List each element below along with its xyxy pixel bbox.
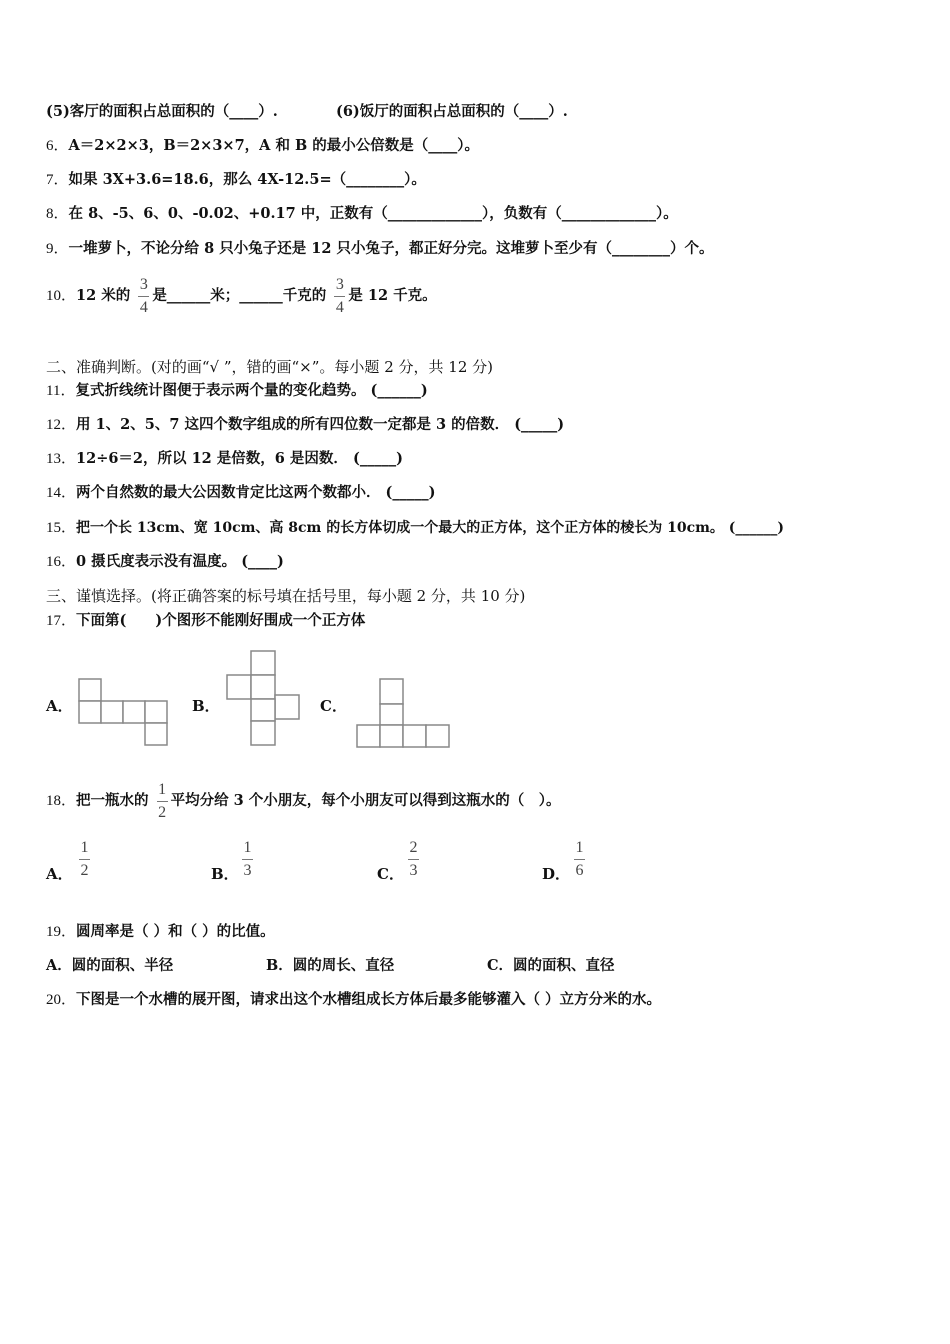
question-6 [46,136,479,156]
question-number: 20． [46,992,77,1008]
question-text: A＝2×2×3，B＝2×3×7，A 和 B 的最小公倍数是（____）。 [68,137,480,154]
question-text: 12÷6＝2，所以 12 是倍数，6 是因数． (_____) [76,450,403,467]
cube-net-a-figure [70,670,180,752]
option-a-label: A． [46,865,73,883]
question-number: 19． [46,924,77,940]
question-text: 圆周率是（ ）和（ ）的比值。 [76,923,275,940]
question-text: 下面第( )个图形不能刚好围成一个正方体 [76,612,366,629]
question-15 [46,518,784,538]
question-number: 14． [46,485,77,501]
question-text-b: 平均分给 3 个小朋友，每个小朋友可以得到这瓶水的（ ）。 [170,792,561,809]
option-b-label: B． [211,865,239,883]
fraction: $\frac{3}{4}$ [139,275,148,316]
question-17 [46,611,365,631]
question-10 [46,272,437,320]
question-text: 一堆萝卜，不论分给 8 只小兔子还是 12 只小兔子，都正好分完。这堆萝卜至少有（________）个。 [68,240,714,257]
cube-net-c-figure [350,670,460,752]
question-number: 15． [46,520,77,536]
question-19-options [46,956,615,976]
question-18 [46,777,561,825]
section-2-heading: 二、准确判断。(对的画“√ ”，错的画“×”。每小题 2 分，共 12 分) [46,358,493,376]
question-number: 9． [46,241,69,257]
question-text: 0 摄氏度表示没有温度。 (____) [76,553,284,570]
question-8 [46,204,678,224]
question-text: 下图是一个水槽的展开图，请求出这个水槽组成长方体后最多能够灌入（ ）立方分米的水。 [76,991,662,1008]
question-7 [46,170,426,190]
question-number: 8． [46,206,69,222]
question-16 [46,552,284,572]
question-text: 把一个长 13cm、宽 10cm、高 8cm 的长方体切成一个最大的正方体，这个正方体的棱长为 10cm。 (______) [76,520,785,536]
option-b-fraction: 1 3 [243,839,252,879]
question-13 [46,449,403,469]
option-d-label: D． [542,865,571,883]
question-5 [46,102,568,122]
question-12 [46,415,564,435]
question-11 [46,381,428,401]
option-c-fraction: 2 3 [409,839,418,879]
option-d-fraction: 1 6 [575,839,584,879]
question-text-b: 是______米；______千克的 [152,287,327,304]
fraction: $\frac{1}{2}$ [158,780,167,821]
question-number: 11． [46,383,76,399]
question-number: 13． [46,451,77,467]
question-text: 两个自然数的最大公因数肯定比这两个数都小． (_____) [76,484,436,501]
option-c-label: C． [320,697,347,715]
question-text-a: 把一瓶水的 [76,792,149,809]
option-a-label: A． [46,697,73,715]
cube-net-b-figure [220,643,310,751]
option-c: C．圆的面积、直径 [487,957,615,974]
question-6-part: (6)饭厅的面积占总面积的（____）. [335,103,568,120]
option-a: A．圆的面积、半径 [46,957,174,974]
question-text: 复式折线统计图便于表示两个量的变化趋势。 (______) [75,382,428,399]
option-a-fraction: 1 2 [80,839,89,879]
question-19 [46,922,275,942]
question-20 [46,990,661,1010]
question-number: 6． [46,138,69,154]
option-c-label: C． [377,865,404,883]
question-number: 12． [46,417,77,433]
question-number: 18． [46,793,77,809]
question-text: 在 8、-5、6、0、-0.02、+0.17 中，正数有（_____________），负数有（_____________）。 [68,205,678,222]
question-number: 17． [46,613,77,629]
question-number: 10． [46,288,77,304]
fraction: $\frac{3}{4}$ [335,275,344,316]
question-number: 7． [46,172,69,188]
question-14 [46,483,436,503]
option-b: B．圆的周长、直径 [266,957,395,974]
question-text-c: 是 12 千克。 [348,287,437,304]
question-text: 用 1、2、5、7 这四个数字组成的所有四位数一定都是 3 的倍数． (_____) [76,416,565,433]
section-3-heading: 三、谨慎选择。(将正确答案的标号填在括号里，每小题 2 分，共 10 分) [46,587,526,605]
question-number: 16． [46,554,77,570]
question-9 [46,239,713,259]
option-b-label: B． [192,697,220,715]
question-5-left: (5)客厅的面积占总面积的（____）. [46,103,278,120]
question-text: 如果 3X+3.6=18.6，那么 4X-12.5=（________）。 [68,171,426,188]
question-text-a: 12 米的 [76,287,131,304]
